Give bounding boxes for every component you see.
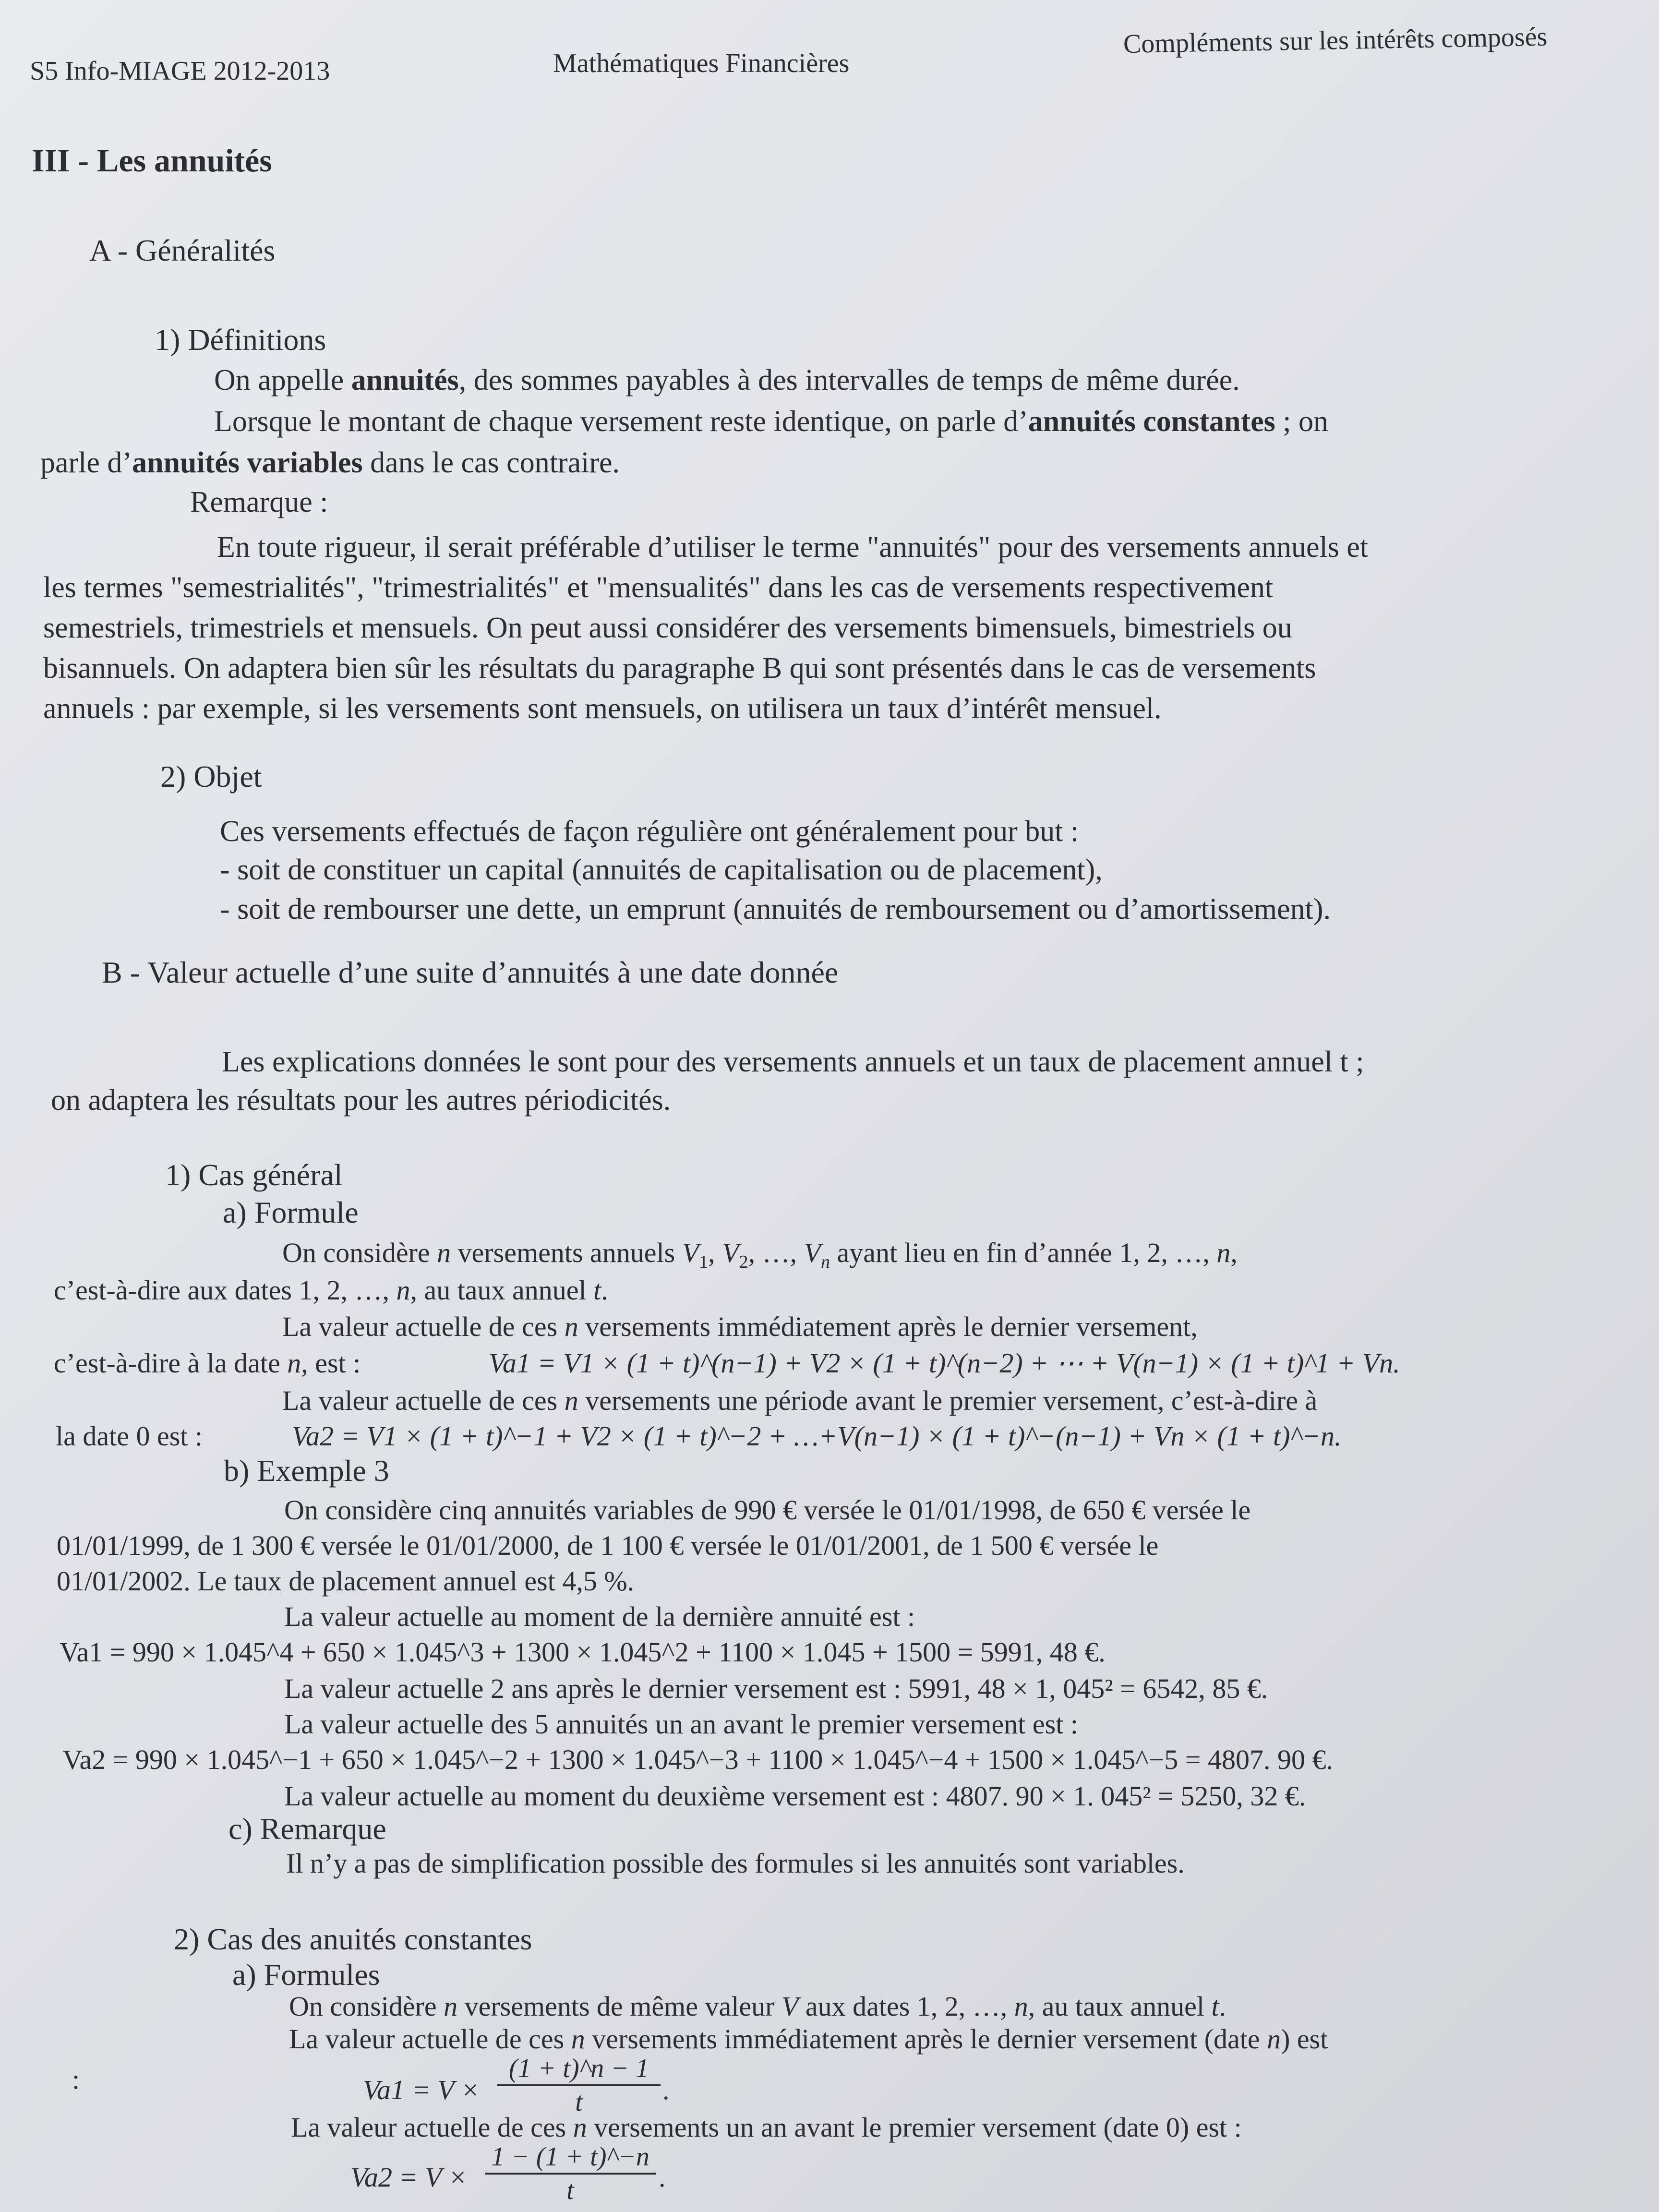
exemple-line-1: On considère cinq annuités variables de 990 € versée le 01/01/1998, de 650 € versée le <box>284 1494 1251 1526</box>
remark-title: Remarque : <box>190 486 328 518</box>
definition-line-2: Lorsque le montant de chaque versement reste identique, on parle d’annuités constantes ; on <box>214 405 1329 438</box>
va2-constant-fraction <box>485 2141 656 2206</box>
objet-line-1: Ces versements effectués de façon régulière ont généralement pour but : <box>220 815 1079 848</box>
subsection-b-title: B - Valeur actuelle d’une suite d’annuités à une date donnée <box>102 955 839 989</box>
va2-constant-numerator: 1 − (1 + t)^−n <box>491 2142 649 2172</box>
subsection-a-title: A - Généralités <box>89 233 276 267</box>
exemple-va2: Va2 = 990 × 1.045^−1 + 650 × 1.045^−2 + 1300 × 1.045^−3 + 1100 × 1.045^−4 + 1500 × 1.045^−5 = 4807. 90 €. <box>62 1744 1333 1775</box>
constantes-title: 2) Cas des anuités constantes <box>174 1922 532 1956</box>
formule-line-5: La valeur actuelle de ces n versements une période avant le premier versement, c’est-à-dire à <box>282 1385 1318 1416</box>
exemple-line-3: 01/01/2002. Le taux de placement annuel est 4,5 %. <box>57 1565 635 1597</box>
remark-line-3: semestriels, trimestriels et mensuels. On peut aussi considérer des versements bimensuels, bimestriels ou <box>43 612 1292 644</box>
objet-line-3: - soit de rembourser une dette, un emprunt (annuités de remboursement ou d’amortissement). <box>220 893 1331 926</box>
remark-line-1: En toute rigueur, il serait préférable d’utiliser le terme "annuités" pour des versements annuels et <box>217 531 1369 564</box>
objet-title: 2) Objet <box>160 759 262 793</box>
exemple-va1: Va1 = 990 × 1.045^4 + 650 × 1.045^3 + 1300 × 1.045^2 + 1100 × 1.045 + 1500 = 5991, 48 €. <box>60 1636 1106 1668</box>
remarque-c-text: Il n’y a pas de simplification possible des formules si les annuités sont variables. <box>286 1848 1185 1879</box>
remark-line-4: bisannuels. On adaptera bien sûr les résultats du paragraphe B qui sont présentés dans le cas de versements <box>43 652 1316 685</box>
objet-line-2: - soit de constituer un capital (annuités de capitalisation ou de placement), <box>220 854 1103 886</box>
header-course: S5 Info-MIAGE 2012-2013 <box>30 56 330 86</box>
exemple-deuxieme: La valeur actuelle au moment du deuxième versement est : 4807. 90 × 1. 045² = 5250, 32 €. <box>284 1780 1306 1812</box>
exemple-title: b) Exemple 3 <box>224 1454 389 1488</box>
formule-line-3: La valeur actuelle de ces n versements immédiatement après le dernier versement, <box>282 1311 1198 1342</box>
va1-constant-lhs: Va1 = V × <box>363 2074 480 2105</box>
header-subject: Mathématiques Financières <box>553 48 850 78</box>
colon-marker: : <box>72 2064 80 2095</box>
remark-line-5: annuels : par exemple, si les versements sont mensuels, on utilisera un taux d’intérêt mensuel. <box>43 692 1162 725</box>
definition-line-1: On appelle annuités, des sommes payables à des intervalles de temps de même durée. <box>214 364 1240 397</box>
b-intro-line-2: on adaptera les résultats pour les autres périodicités. <box>51 1084 671 1117</box>
b-intro-line-1: Les explications données le sont pour des versements annuels et un taux de placement annuel t ; <box>222 1046 1364 1078</box>
exemple-line-2: 01/01/1999, de 1 300 € versée le 01/01/2000, de 1 100 € versée le 01/01/2001, de 1 500 € versée le <box>57 1530 1159 1561</box>
va2-period: . <box>659 2162 666 2193</box>
header-chapter: Compléments sur les intérêts composés <box>1123 22 1548 59</box>
formule-line-1: On considère n versements annuels $V_1$, $V_2$, …, $V_n$ ayant lieu en fin d’année 1, 2, …, n, <box>282 1237 1238 1272</box>
cas-general-title: 1) Cas général <box>165 1158 343 1192</box>
section-title: III - Les annuités <box>32 142 272 179</box>
va1-constant-numerator: (1 + t)^n − 1 <box>508 2054 649 2083</box>
exemple-5annuites: La valeur actuelle des 5 annuités un an avant le premier versement est : <box>284 1708 1078 1740</box>
va1-period: . <box>662 2074 670 2105</box>
va1-general-formula: Va1 = V1 × (1 + t)^(n−1) + V2 × (1 + t)^(n−2) + ⋯ + V(n−1) × (1 + t)^1 + Vn. <box>489 1347 1400 1379</box>
exemple-line-4: La valeur actuelle au moment de la dernière annuité est : <box>284 1601 915 1632</box>
formule-line-2: c’est-à-dire aux dates 1, 2, …, n, au taux annuel t. <box>54 1274 608 1306</box>
va2-constant-denominator: t <box>566 2176 574 2205</box>
constantes-line-2: La valeur actuelle de ces n versements immédiatement après le dernier versement (date n) est <box>289 2023 1328 2055</box>
formule-title: a) Formule <box>223 1195 359 1229</box>
formule-line-6: la date 0 est : <box>56 1420 203 1452</box>
definitions-title: 1) Définitions <box>155 323 326 357</box>
formules-title: a) Formules <box>232 1958 380 1992</box>
remarque-c-title: c) Remarque <box>228 1812 386 1846</box>
constantes-line-3: La valeur actuelle de ces n versements un an avant le premier versement (date 0) est : <box>291 2112 1242 2143</box>
constantes-line-1: On considère n versements de même valeur V aux dates 1, 2, …, n, au taux annuel t. <box>289 1991 1226 2022</box>
va1-constant-denominator: t <box>575 2087 583 2117</box>
va2-constant-lhs: Va2 = V × <box>350 2162 468 2193</box>
formule-line-4: c’est-à-dire à la date n, est : <box>54 1347 361 1379</box>
exemple-2ans: La valeur actuelle 2 ans après le dernier versement est : 5991, 48 × 1, 045² = 6542, 85 €. <box>284 1673 1268 1704</box>
remark-line-2: les termes "semestrialités", "trimestrialités" et "mensualités" dans les cas de versements respectivement <box>43 571 1274 604</box>
va1-constant-fraction <box>497 2053 661 2118</box>
va2-general-formula: Va2 = V1 × (1 + t)^−1 + V2 × (1 + t)^−2 + …+V(n−1) × (1 + t)^−(n−1) + Vn × (1 + t)^−n. <box>292 1420 1342 1452</box>
definition-line-3: parle d’annuités variables dans le cas contraire. <box>40 446 620 479</box>
